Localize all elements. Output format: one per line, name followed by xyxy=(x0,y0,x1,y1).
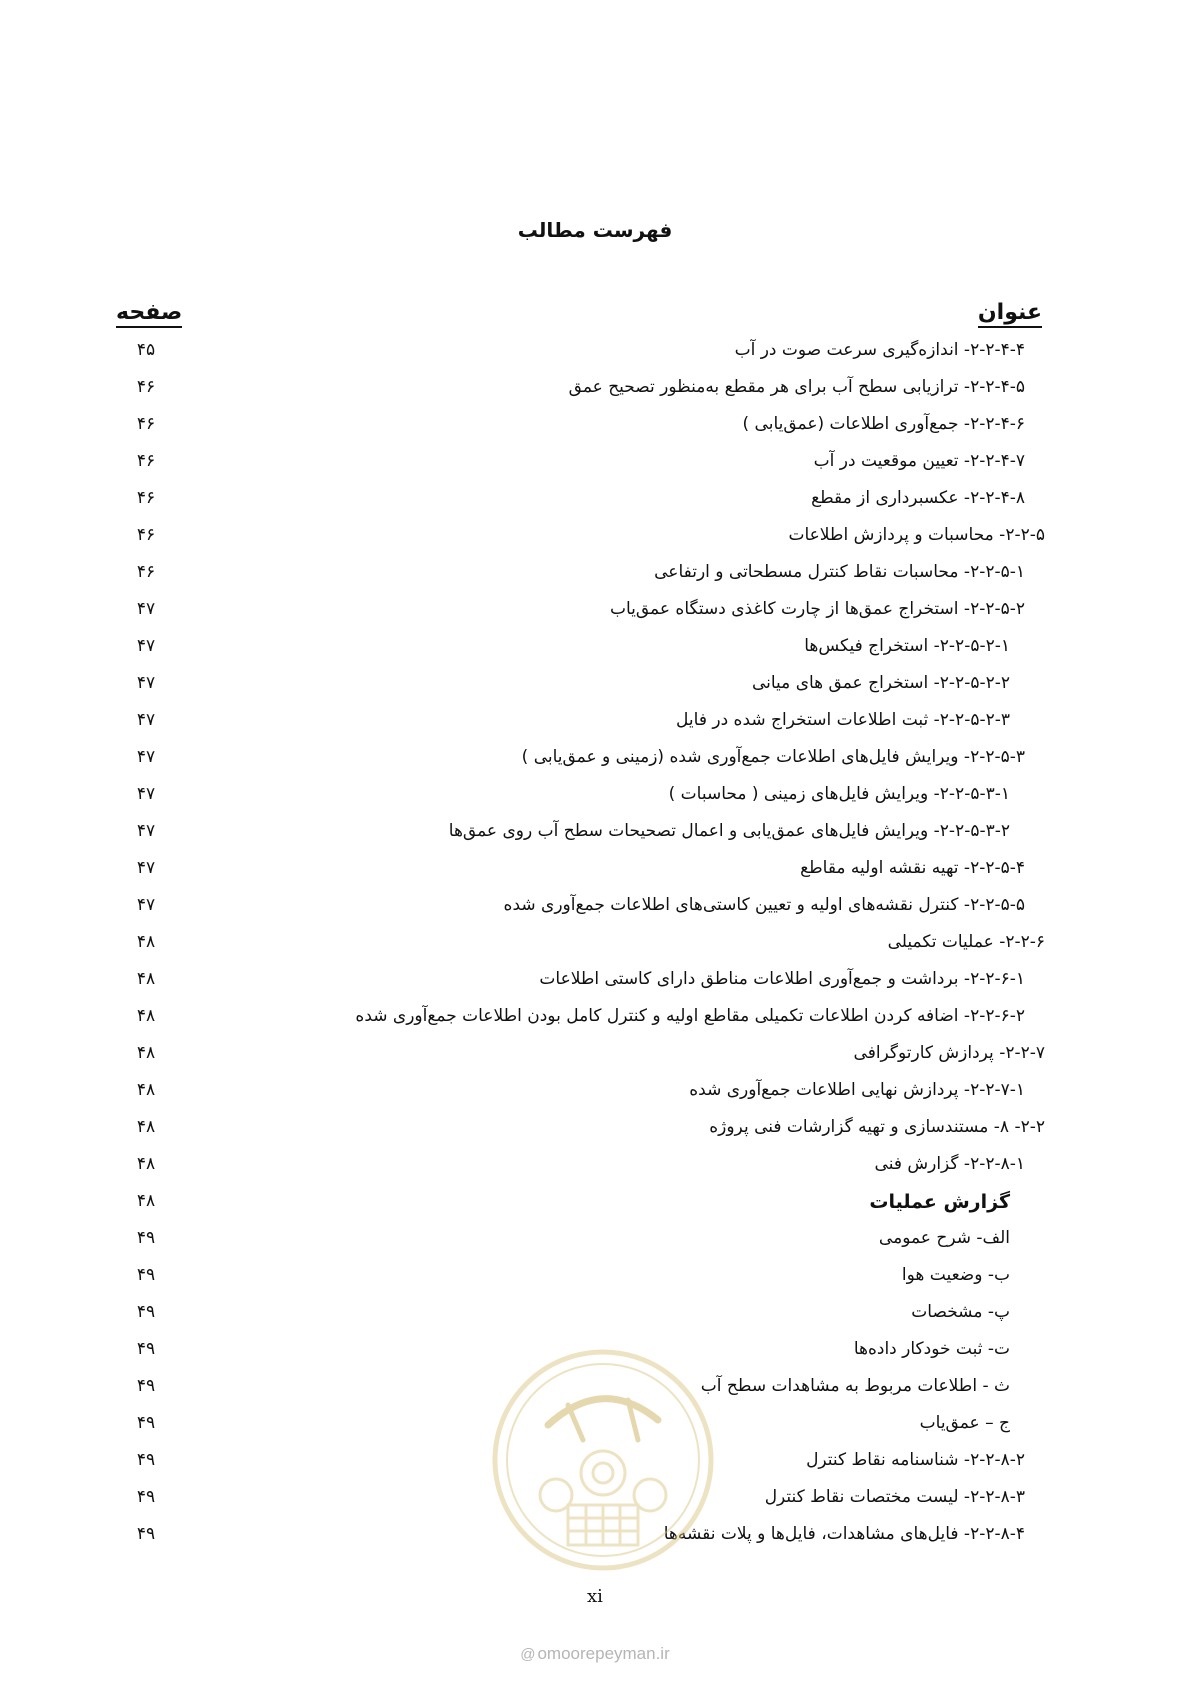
toc-entry-page: ۴۷ xyxy=(136,710,156,730)
toc-entry xyxy=(110,1111,1045,1148)
toc-entry xyxy=(110,334,1045,371)
toc-entry xyxy=(110,852,1045,889)
toc-entry-title: ۲-۲-۴-۷- تعیین موقعیت در آب xyxy=(813,451,1025,471)
toc-entry xyxy=(110,371,1045,408)
toc-entry-page: ۴۵ xyxy=(136,340,156,360)
toc-entry-title: ۲-۲-۴-۸- عکسبرداری از مقطع xyxy=(811,488,1025,508)
toc-entry-page: ۴۶ xyxy=(136,451,156,471)
toc-entry-title: الف- شرح عمومی xyxy=(878,1228,1010,1248)
toc-entry-title: ۲-۲-۸-۲- شناسنامه نقاط کنترل xyxy=(806,1450,1025,1470)
toc-entry-page: ۴۹ xyxy=(136,1302,156,1322)
toc-entry-page: ۴۶ xyxy=(136,562,156,582)
column-header-page: صفحه xyxy=(116,300,182,328)
toc-entry-title: ۲-۲-۸-۳- لیست مختصات نقاط کنترل xyxy=(764,1487,1025,1507)
toc-entry-title: ۲-۲-۵-۳- ویرایش فایل‌های اطلاعات جمع‌آوری شده (زمینی و عمق‌یابی ) xyxy=(521,747,1025,767)
toc-entry-title: ۲-۲-۵- محاسبات و پردازش اطلاعات xyxy=(788,525,1045,545)
toc-entry-title: ۲-۲-۴-۵- ترازیابی سطح آب برای هر مقطع به‌منظور تصحیح عمق xyxy=(568,377,1025,397)
toc-entry xyxy=(110,482,1045,519)
toc-entry-title: ۲-۲-۶-۲- اضافه کردن اطلاعات تکمیلی مقاطع اولیه و کنترل کامل بودن اطلاعات جمع‌آوری شده xyxy=(355,1006,1025,1026)
toc-entry-title: ۲-۲-۷-۱- پردازش نهایی اطلاعات جمع‌آوری شده xyxy=(689,1080,1025,1100)
toc-entry-title: ث - اطلاعات مربوط به مشاهدات سطح آب xyxy=(700,1376,1010,1396)
toc-entry-page: ۴۸ xyxy=(136,1191,156,1211)
toc-entry-page: ۴۷ xyxy=(136,858,156,878)
column-header-title: عنوان xyxy=(978,300,1042,328)
toc-entry xyxy=(110,556,1045,593)
toc-entry-title: ۲-۲-۵-۴- تهیه نقشه اولیه مقاطع xyxy=(800,858,1025,878)
toc-entry-title: ۲-۲-۸-۴- فایل‌های مشاهدات، فایل‌ها و پلات نقشه‌ها xyxy=(663,1524,1025,1544)
toc-entry-page: ۴۹ xyxy=(136,1524,156,1544)
toc-entry xyxy=(110,815,1045,852)
toc-entry-title: ج – عمق‌یاب xyxy=(919,1413,1010,1433)
toc-entry-page: ۴۸ xyxy=(136,1043,156,1063)
toc-entry-title: ۲-۲-۵-۱- محاسبات نقاط کنترل مسطحاتی و ارتفاعی xyxy=(654,562,1025,582)
watermark-seal-logo xyxy=(488,1345,718,1575)
watermark-url xyxy=(0,1644,1190,1664)
toc-entry-page: ۴۸ xyxy=(136,969,156,989)
toc-entry xyxy=(110,963,1045,1000)
toc-entry-title: ۲-۲-۵-۲-۲- استخراج عمق های میانی xyxy=(751,673,1010,693)
toc-entry-title: ۲-۲-۵-۲-۱- استخراج فیکس‌ها xyxy=(804,636,1010,656)
toc-entry-page: ۴۹ xyxy=(136,1376,156,1396)
at-sign-icon: @ xyxy=(520,1646,536,1663)
toc-entry-title: ۲-۲-۴-۴- اندازه‌گیری سرعت صوت در آب xyxy=(734,340,1025,360)
toc-entry-page: ۴۸ xyxy=(136,1006,156,1026)
toc-entry-page: ۴۸ xyxy=(136,932,156,952)
toc-entry-title: ب- وضعیت هوا xyxy=(901,1265,1010,1285)
toc-entry-page: ۴۹ xyxy=(136,1228,156,1248)
toc-entry-title: ۲-۲-۵-۳-۲- ویرایش فایل‌های عمق‌یابی و اعمال تصحیحات سطح آب روی عمق‌ها xyxy=(448,821,1010,841)
toc-entry xyxy=(110,1185,1045,1222)
toc-entry-title: ۲-۲-۵-۲- استخراج عمق‌ها از چارت کاغذی دستگاه عمق‌یاب xyxy=(609,599,1025,619)
toc-entry xyxy=(110,1000,1045,1037)
toc-entry-page: ۴۷ xyxy=(136,636,156,656)
toc-entry-page: ۴۸ xyxy=(136,1154,156,1174)
page-number: xi xyxy=(587,1586,603,1607)
toc-entry-title: ۲-۲-۵-۳-۱- ویرایش فایل‌های زمینی ( محاسبات ) xyxy=(668,784,1010,804)
toc-entry xyxy=(110,1074,1045,1111)
toc-entry-page: ۴۷ xyxy=(136,784,156,804)
toc-entry xyxy=(110,593,1045,630)
toc-entry-title: پ- مشخصات xyxy=(911,1302,1010,1322)
toc-entry xyxy=(110,445,1045,482)
toc-entry xyxy=(110,704,1045,741)
toc-entry-page: ۴۹ xyxy=(136,1413,156,1433)
toc-entry-page: ۴۹ xyxy=(136,1339,156,1359)
toc-entry xyxy=(110,889,1045,926)
toc-entry-page: ۴۶ xyxy=(136,414,156,434)
toc-entry-page: ۴۹ xyxy=(136,1265,156,1285)
toc-entry-page: ۴۷ xyxy=(136,821,156,841)
toc-entry xyxy=(110,519,1045,556)
toc-entry-title: ۲-۲-۸-۱- گزارش فنی xyxy=(874,1154,1025,1174)
toc-entry xyxy=(110,741,1045,778)
toc-entry-title: ۲-۲- ۸- مستندسازی و تهیه گزارشات فنی پروژه xyxy=(709,1117,1045,1137)
toc-entry-page: ۴۶ xyxy=(136,525,156,545)
toc-entry-title: ۲-۲-۵-۲-۳- ثبت اطلاعات استخراج شده در فایل xyxy=(676,710,1010,730)
toc-entry-page: ۴۹ xyxy=(136,1450,156,1470)
toc-entry-title: گزارش عملیات xyxy=(869,1191,1010,1213)
toc-entry-page: ۴۶ xyxy=(136,488,156,508)
toc-entry xyxy=(110,1148,1045,1185)
toc-entry-page: ۴۷ xyxy=(136,599,156,619)
toc-entry-page: ۴۷ xyxy=(136,747,156,767)
toc-entry-page: ۴۶ xyxy=(136,377,156,397)
toc-entry-title: ۲-۲-۶- عملیات تکمیلی xyxy=(887,932,1045,952)
toc-entry-title: ۲-۲-۶-۱- برداشت و جمع‌آوری اطلاعات مناطق دارای کاستی اطلاعات xyxy=(539,969,1025,989)
toc-entry-page: ۴۷ xyxy=(136,895,156,915)
toc-entry xyxy=(110,630,1045,667)
toc-entry xyxy=(110,667,1045,704)
toc-entry-page: ۴۷ xyxy=(136,673,156,693)
toc-entry xyxy=(110,408,1045,445)
toc-entry-page: ۴۹ xyxy=(136,1487,156,1507)
toc-entry xyxy=(110,1222,1045,1259)
toc-entry xyxy=(110,926,1045,963)
toc-entry-page: ۴۸ xyxy=(136,1080,156,1100)
toc-entry-title: ۲-۲-۴-۶- جمع‌آوری اطلاعات (عمق‌یابی ) xyxy=(742,414,1025,434)
toc-entry xyxy=(110,1296,1045,1333)
toc-entry-title: ۲-۲-۷- پردازش کارتوگرافی xyxy=(853,1043,1045,1063)
toc-entry-title: ت- ثبت خودکار داده‌ها xyxy=(853,1339,1010,1359)
watermark-url-text: omoorepeyman.ir xyxy=(537,1644,670,1663)
toc-entry-page: ۴۸ xyxy=(136,1117,156,1137)
toc-entry xyxy=(110,1037,1045,1074)
toc-entry xyxy=(110,778,1045,815)
document-title: فهرست مطالب xyxy=(517,218,673,242)
toc-entry xyxy=(110,1259,1045,1296)
toc-entry-title: ۲-۲-۵-۵- کنترل نقشه‌های اولیه و تعیین کاستی‌های اطلاعات جمع‌آوری شده xyxy=(503,895,1025,915)
